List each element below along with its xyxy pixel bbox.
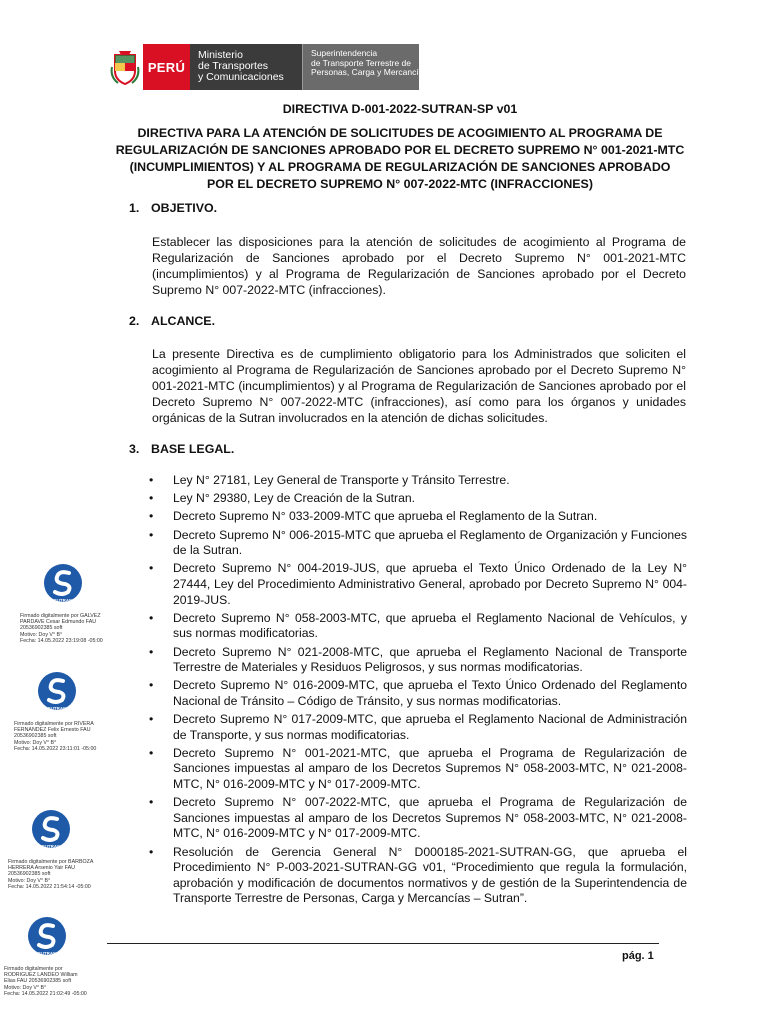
peru-shield-icon xyxy=(107,44,143,90)
title-line: DIRECTIVA PARA LA ATENCIÓN DE SOLICITUDES DE ACOGIMIENTO AL PROGRAMA DE xyxy=(137,126,663,140)
title-line: REGULARIZACIÓN DE SANCIONES APROBADO POR EL DECRETO SUPREMO N° 001-2021-MTC xyxy=(115,143,685,157)
signature-text xyxy=(8,859,118,890)
legal-base-item xyxy=(147,509,687,525)
signature-block xyxy=(14,670,124,752)
bullet: • xyxy=(149,678,154,693)
legal-base-text: Decreto Supremo N° 016-2009-MTC, que aprueba el Texto Único Ordenado del Reglamento Nacional de Tránsito – Código de Tránsito, y sus normas modificatorias. xyxy=(173,678,687,708)
signature-line: HERRERA Arsenio Yair FAU xyxy=(8,865,75,872)
legal-base-item xyxy=(147,795,687,842)
document-title xyxy=(100,125,700,193)
signature-block xyxy=(20,562,130,644)
signature-block xyxy=(4,915,114,997)
bullet: • xyxy=(149,473,154,487)
signature-line: 20536902385 soft xyxy=(20,625,63,632)
legal-base-text: Decreto Supremo N° 058-2003-MTC, que aprueba el Reglamento Nacional de Vehículos, y sus normas modificatorias. xyxy=(173,610,687,641)
signature-line: Motivo: Doy V° B° xyxy=(8,877,51,884)
ministry-line: de Transportes xyxy=(198,60,269,72)
legal-base-text: Decreto Supremo N° 021-2008-MTC, que aprueba el Reglamento Nacional de Transporte Terrestre de Materiales y Residuos Peligrosos, y sus normas modificatorias. xyxy=(173,644,687,675)
sutran-logo-text: SUTRAN xyxy=(53,598,73,603)
legal-base-text: Decreto Supremo N° 033-2009-MTC que aprueba el Reglamento de la Sutran. xyxy=(173,509,598,524)
legal-base-item xyxy=(147,528,687,559)
legal-base-text: Resolución de Gerencia General N° D000185-2021-SUTRAN-GG, que aprueba el Procedimiento N° P-003-2021-SUTRAN-GG v01, “Procedimiento que regula la formulación, aprobación y modificación de documentos normativos y de gestión de la Superintendencia de Transporte Terrestre de Personas, Carga y Mercancías – Sutran”. xyxy=(173,844,687,906)
legal-base-item xyxy=(147,645,687,676)
signature-line: Fecha: 14.05.2022 21:54:14 -05:00 xyxy=(8,883,91,890)
signature-line: Fecha: 14.05.2022 23:19:08 -05:00 xyxy=(20,637,103,644)
section-number: 2. xyxy=(129,314,140,328)
signature-line: Firmado digitalmente por GALVEZ xyxy=(20,613,101,619)
sutran-logo-icon xyxy=(36,670,78,712)
legal-base-item xyxy=(147,473,687,489)
section-number: 3. xyxy=(129,442,140,456)
signature-line: Motivo: Doy V° B° xyxy=(20,631,63,638)
legal-base-text: Decreto Supremo N° 017-2009-MTC, que aprueba el Reglamento Nacional de Administración de Transporte, y sus normas modificatorias. xyxy=(173,712,687,742)
ministry-label xyxy=(190,44,302,90)
signature-line: Elias FAU 20536902385 soft xyxy=(4,978,72,985)
section-title: ALCANCE. xyxy=(151,314,216,328)
sutran-logo-icon xyxy=(42,562,84,604)
document-code: DIRECTIVA D-001-2022-SUTRAN-SP v01 xyxy=(282,102,518,116)
section-text-objetivo: Establecer las disposiciones para la atención de solicitudes de acogimiento al Programa de Regularización de Sanciones aprobado por el Decreto Supremo N° 001-2021-MTC (incumplimientos) y al Programa de Regularización de Sanciones aprobado por el Decreto Supremo N° 007-2022-MTC (infracciones). xyxy=(152,235,686,297)
signature-line: PARDAVE Cesar Edmundo FAU xyxy=(20,619,97,626)
agency-line: Personas, Carga y Mercancías xyxy=(311,67,428,77)
legal-base-text: Decreto Supremo N° 004-2019-JUS, que aprueba el Texto Único Ordenado de la Ley N° 27444, Ley del Procedimiento Administrativo General, aprobado por Decreto Supremo N° 004-2019-JUS. xyxy=(173,561,687,607)
header-logo xyxy=(107,44,428,90)
signature-line: Firmado digitalmente por BARBOZA xyxy=(8,859,94,865)
signature-line: Motivo: Doy V° B° xyxy=(4,984,47,991)
bullet: • xyxy=(149,795,154,810)
legal-base-item xyxy=(147,491,687,507)
bullet: • xyxy=(149,610,154,625)
legal-base-list xyxy=(147,473,687,910)
section-heading-objetivo xyxy=(129,201,217,215)
legal-base-text: Decreto Supremo N° 001-2021-MTC, que aprueba el Programa de Regularización de Sanciones impuestas al amparo de los Decretos Supremos N° 058-2003-MTC, N° 021-2008-MTC, N° 016-2009-MTC y N° 017-2009-MTC. xyxy=(173,745,687,792)
signature-line: Firmado digitalmente por xyxy=(4,966,63,972)
section-title: OBJETIVO. xyxy=(151,201,218,215)
title-line: POR EL DECRETO SUPREMO N° 007-2022-MTC (INFRACCIONES) xyxy=(207,177,593,191)
agency-label xyxy=(302,44,428,90)
signature-line: Fecha: 14.05.2022 21:02:49 -05:00 xyxy=(4,990,87,997)
signature-line: Fecha: 14.05.2022 23:11:01 -05:00 xyxy=(14,745,97,752)
signature-line: RODRIGUEZ LANDEO William xyxy=(4,972,78,979)
agency-line: Superintendencia xyxy=(311,48,378,58)
signature-text xyxy=(4,966,114,997)
signature-text xyxy=(14,721,124,752)
bullet: • xyxy=(149,491,154,506)
signature-line: Motivo: Doy V° B° xyxy=(14,739,57,746)
page-number: pág. 1 xyxy=(622,950,654,962)
sutran-logo-text: SUTRAN xyxy=(41,844,61,849)
section-number: 1. xyxy=(129,201,140,215)
legal-base-item xyxy=(147,845,687,907)
legal-base-item xyxy=(147,712,687,743)
legal-base-item xyxy=(147,746,687,793)
title-line: (INCUMPLIMIENTOS) Y AL PROGRAMA DE REGULARIZACIÓN DE SANCIONES APROBADO xyxy=(129,160,671,174)
legal-base-text: Decreto Supremo N° 007-2022-MTC, que aprueba el Programa de Regularización de Sanciones impuestas al amparo de los Decretos Supremos N° 058-2003-MTC, N° 021-2008-MTC, N° 016-2009-MTC y N° 017-2009-MTC. xyxy=(173,795,687,841)
sutran-logo-text: SUTRAN xyxy=(47,706,67,711)
bullet: • xyxy=(149,561,154,576)
legal-base-text: Decreto Supremo N° 006-2015-MTC que aprueba el Reglamento de Organización y Funciones de la Sutran. xyxy=(173,527,687,558)
signature-line: FERNANDEZ Felix Ernesto FAU xyxy=(14,727,91,734)
section-title: BASE LEGAL. xyxy=(151,442,235,456)
country-label: PERÚ xyxy=(143,44,190,90)
legal-base-text: Ley N° 27181, Ley General de Transporte y Tránsito Terrestre. xyxy=(173,473,510,487)
legal-base-item xyxy=(147,611,687,642)
legal-base-text: Ley N° 29380, Ley de Creación de la Sutran. xyxy=(173,491,416,506)
bullet: • xyxy=(149,745,154,760)
signature-block xyxy=(8,808,118,890)
bullet: • xyxy=(149,644,154,659)
bullet: • xyxy=(149,509,154,524)
agency-line: de Transporte Terrestre de xyxy=(311,57,412,68)
signature-text xyxy=(20,613,130,644)
signature-line: Firmado digitalmente por RIVERA xyxy=(14,721,94,727)
sutran-logo-icon xyxy=(26,915,68,957)
bullet: • xyxy=(149,844,154,859)
sutran-logo-icon xyxy=(30,808,72,850)
legal-base-item xyxy=(147,561,687,608)
signature-line: 20536902385 soft xyxy=(14,733,57,740)
legal-base-item xyxy=(147,678,687,709)
bullet: • xyxy=(149,527,154,542)
section-text-alcance: La presente Directiva es de cumplimiento obligatorio para los Administrados que soliciten el acogimiento al Programa de Regularización de Sanciones aprobado por el Decreto Supremo N° 001-2021-MTC (incumplimientos) y al Programa de Regularización de Sanciones aprobado por el Decreto Supremo N° 007-2022-MTC (infracciones), así como para los órganos y unidades orgánicas de la Sutran involucrados en la atención de dichas solicitudes. xyxy=(152,347,686,425)
signature-line: 20536902385 soft xyxy=(8,871,51,878)
section-heading-base-legal xyxy=(129,442,234,456)
ministry-line: y Comunicaciones xyxy=(198,71,284,83)
bullet: • xyxy=(149,712,154,727)
ministry-line: Ministerio xyxy=(198,49,243,61)
footer-divider xyxy=(107,943,659,944)
sutran-logo-text: SUTRAN xyxy=(37,951,57,956)
section-heading-alcance xyxy=(129,314,215,328)
